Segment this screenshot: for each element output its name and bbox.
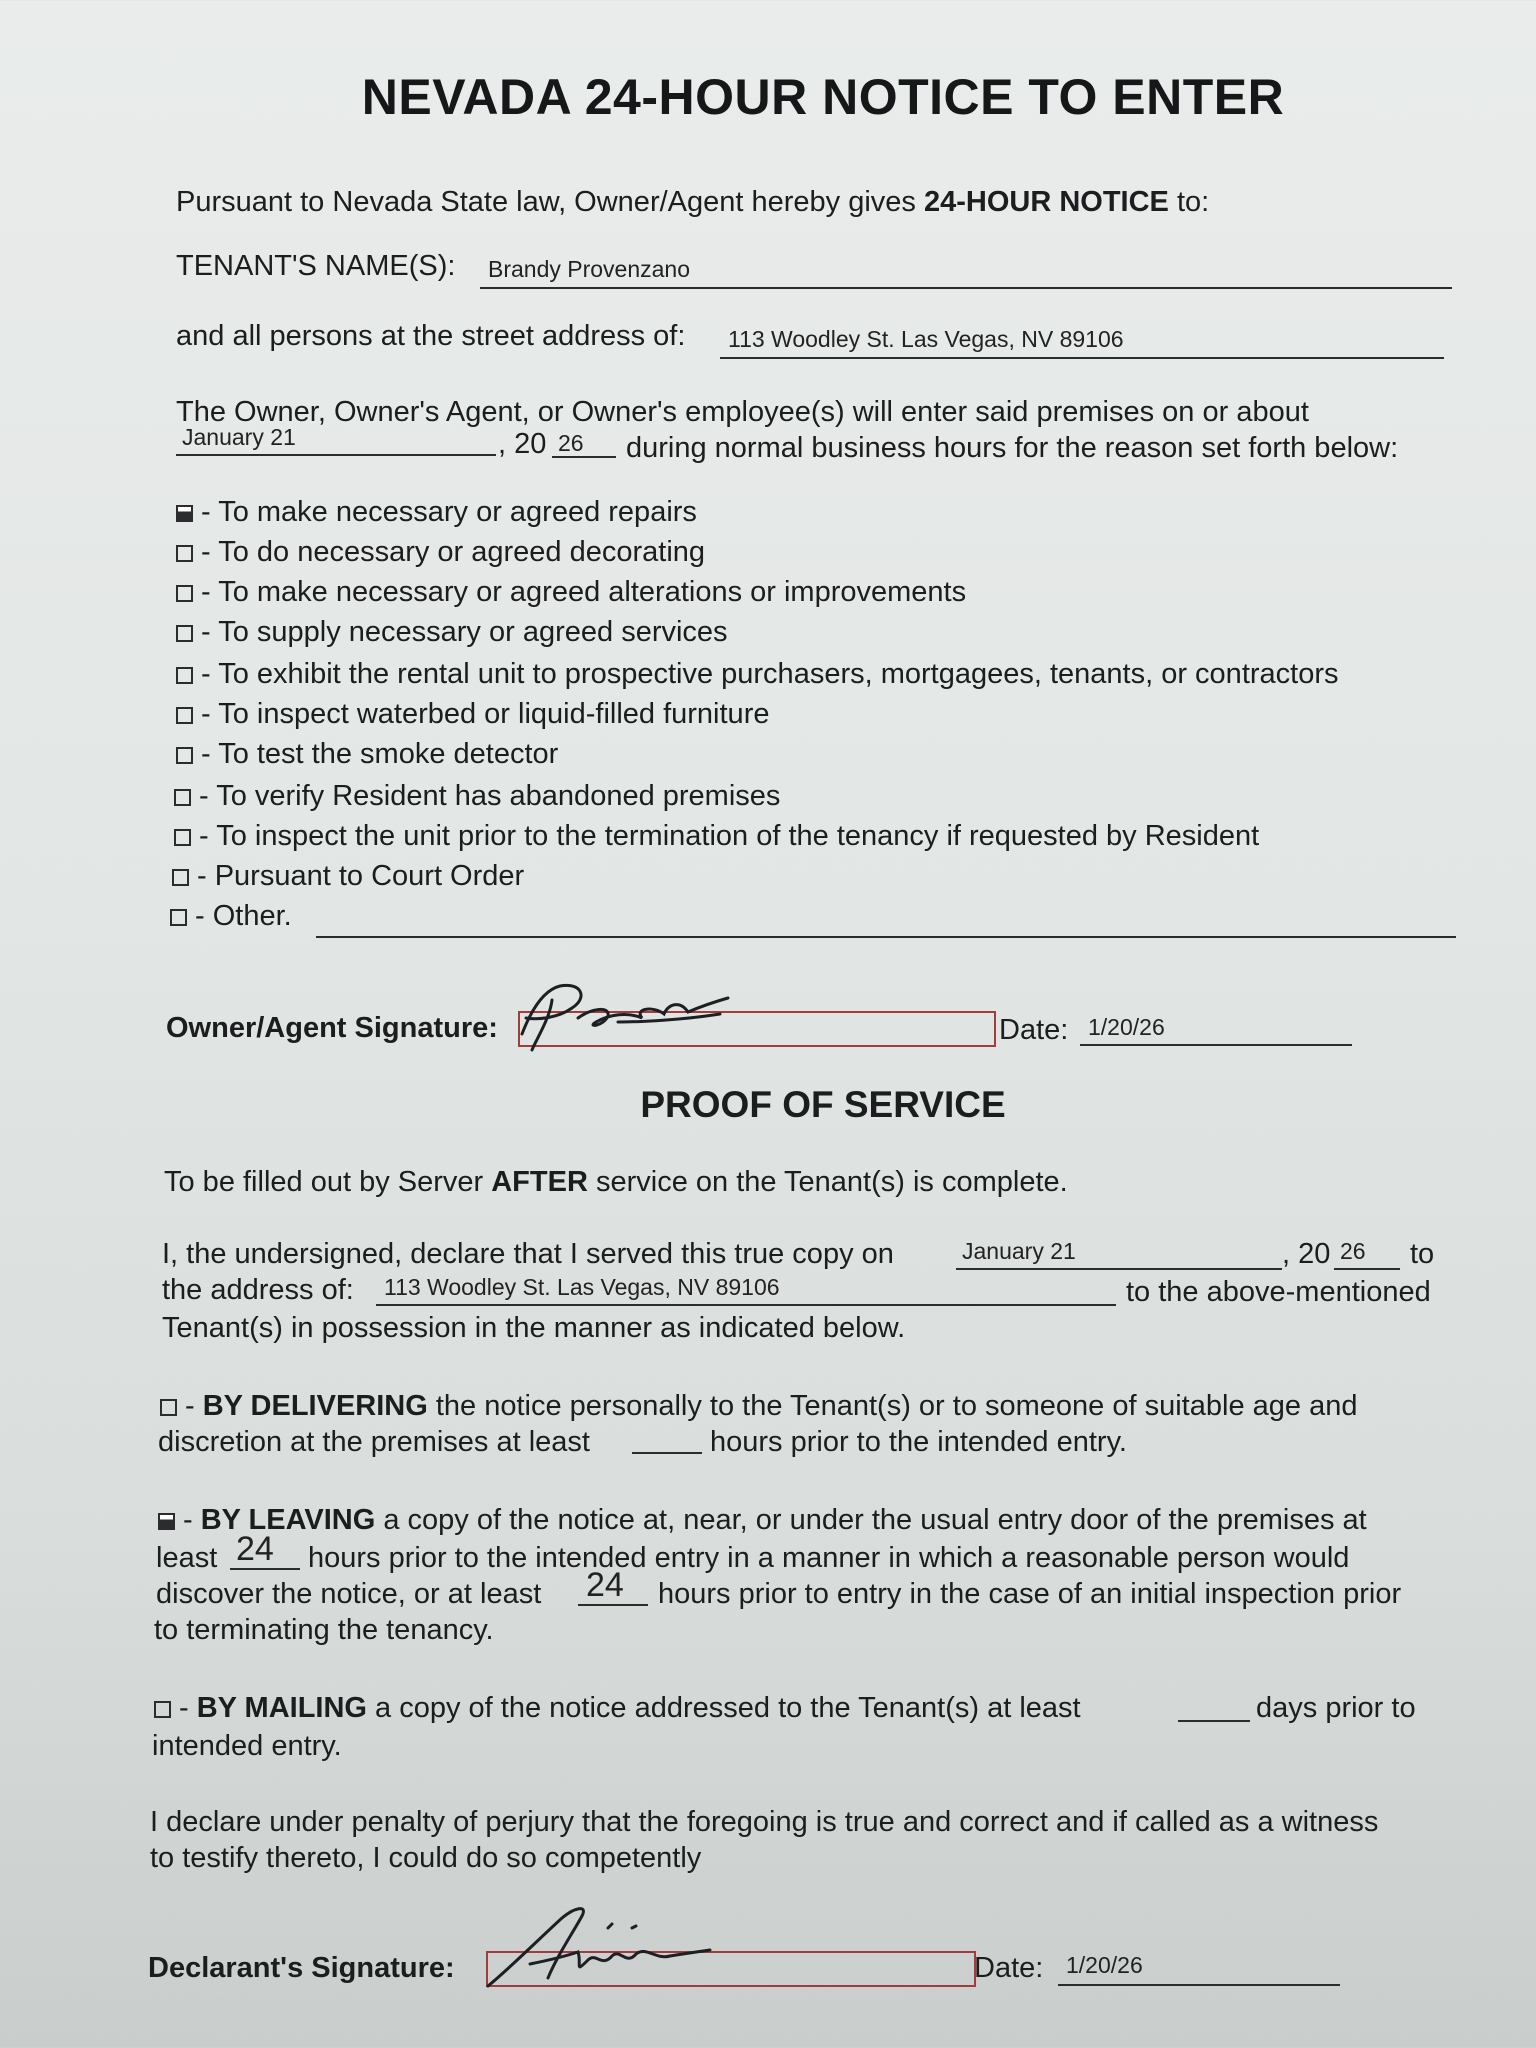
- decl-text: I, the undersigned, declare that I served this true copy on: [162, 1238, 894, 1270]
- reason-checkbox[interactable]: [176, 707, 193, 724]
- reason-checkbox[interactable]: [176, 505, 193, 522]
- intro-bold: 24-HOUR NOTICE: [923, 186, 1169, 218]
- mailing-line1-post: days prior to: [1256, 1692, 1416, 1724]
- reason-item: [176, 496, 697, 529]
- declarant-signature-label: Declarant's Signature:: [148, 1952, 455, 1984]
- leaving-bold: BY LEAVING: [200, 1504, 376, 1536]
- proof-instruction: [164, 1166, 1068, 1199]
- decl-date-line: [956, 1268, 1282, 1270]
- method-delivering: - BY DELIVERING the notice personally to the Tenant(s) or to someone of suitable age and: [160, 1390, 1357, 1423]
- decl-year-value[interactable]: 26: [1340, 1238, 1366, 1264]
- decl-addr-label: the address of:: [162, 1274, 354, 1306]
- reason-label: - To make necessary or agreed repairs: [201, 496, 697, 528]
- other-line: [316, 936, 1456, 938]
- intro-post: to:: [1168, 186, 1210, 218]
- tenant-name-value[interactable]: Brandy Provenzano: [488, 256, 691, 282]
- perjury-line1: I declare under penalty of perjury that the foregoing is true and correct and if called as a witness: [150, 1806, 1379, 1838]
- perjury-line2: to testify thereto, I could do so competently: [150, 1842, 702, 1874]
- reason-checkbox[interactable]: [174, 829, 191, 846]
- leaving-line1: a copy of the notice at, near, or under the usual entry door of the premises at: [375, 1504, 1367, 1536]
- declarant-signature-icon: [470, 1898, 740, 1998]
- address-line: [720, 357, 1444, 359]
- reason-checkbox[interactable]: [176, 667, 193, 684]
- intro-pre: Pursuant to Nevada State law, Owner/Agent hereby gives: [176, 186, 924, 218]
- tenant-label: TENANT'S NAME(S):: [176, 250, 456, 282]
- method-mailing: - BY MAILING a copy of the notice addressed to the Tenant(s) at least: [154, 1692, 1081, 1725]
- reason-label: - To verify Resident has abandoned premises: [199, 780, 781, 812]
- mailing-bold: BY MAILING: [196, 1692, 367, 1724]
- entry-date-value[interactable]: January 21: [182, 424, 296, 450]
- owner-signature-label: Owner/Agent Signature:: [166, 1012, 498, 1044]
- decl-possession: Tenant(s) in possession in the manner as indicated below.: [162, 1312, 906, 1344]
- decl-addr-post: to the above-mentioned: [1126, 1276, 1431, 1308]
- address-label: and all persons at the street address of:: [176, 320, 686, 352]
- leaving-line3-pre: discover the notice, or at least: [156, 1578, 542, 1610]
- delivering-line1: the notice personally to the Tenant(s) or to someone of suitable age and: [427, 1390, 1358, 1422]
- reason-item: [170, 900, 292, 933]
- reason-checkbox[interactable]: [172, 869, 189, 886]
- proof-instr-bold: AFTER: [491, 1166, 588, 1198]
- reason-item: [174, 780, 780, 813]
- entry-year-line: [552, 456, 616, 458]
- leaving-line2-post: hours prior to the intended entry in a manner in which a reasonable person would: [308, 1542, 1350, 1574]
- reason-item: [176, 698, 769, 731]
- proof-instr-post: service on the Tenant(s) is complete.: [587, 1166, 1068, 1198]
- delivering-hours-line[interactable]: [632, 1452, 702, 1454]
- entry-year-value[interactable]: 26: [558, 430, 584, 456]
- leaving-hours1-line: [230, 1568, 300, 1570]
- mailing-line1-pre: a copy of the notice addressed to the Tenant(s) at least: [366, 1692, 1081, 1724]
- proof-heading: PROOF OF SERVICE: [640, 1084, 1006, 1125]
- decl-year-line: [1334, 1268, 1400, 1270]
- reason-label: - To supply necessary or agreed services: [201, 616, 728, 648]
- reason-label: - Other.: [195, 900, 292, 932]
- leaving-checkbox[interactable]: [158, 1513, 175, 1530]
- leaving-line4: to terminating the tenancy.: [154, 1614, 494, 1646]
- reason-item: [176, 738, 558, 771]
- reason-checkbox[interactable]: [176, 747, 193, 764]
- mailing-checkbox[interactable]: [154, 1701, 171, 1718]
- decl-date-value[interactable]: January 21: [962, 1238, 1076, 1264]
- owner-date-value[interactable]: 1/20/26: [1088, 1014, 1165, 1040]
- address-value[interactable]: 113 Woodley St. Las Vegas, NV 89106: [728, 326, 1124, 352]
- intro-text: [176, 186, 1209, 219]
- tenant-name-line: [480, 287, 1452, 289]
- reason-label: - To test the smoke detector: [201, 738, 559, 770]
- delivering-line2-post: hours prior to the intended entry.: [710, 1426, 1127, 1458]
- entry-date-line: [176, 454, 496, 456]
- reason-label: - Pursuant to Court Order: [197, 860, 525, 892]
- reason-item: [172, 860, 524, 893]
- leaving-line2-pre: least: [156, 1542, 218, 1574]
- declarant-date-value[interactable]: 1/20/26: [1066, 1952, 1143, 1978]
- reason-checkbox[interactable]: [176, 625, 193, 642]
- owner-date-line: [1080, 1044, 1352, 1046]
- decl-addr-value[interactable]: 113 Woodley St. Las Vegas, NV 89106: [384, 1274, 780, 1300]
- entry-year-prefix: , 20: [498, 428, 547, 460]
- entry-line2: during normal business hours for the reason set forth below:: [626, 432, 1399, 464]
- leaving-hours1-value[interactable]: 24: [236, 1530, 274, 1568]
- decl-year-prefix: , 20: [1282, 1238, 1331, 1270]
- reason-item: [174, 820, 1259, 853]
- mailing-line2: intended entry.: [152, 1730, 342, 1762]
- reason-item: [176, 576, 966, 609]
- decl-to: to: [1410, 1238, 1435, 1270]
- reason-checkbox[interactable]: [176, 585, 193, 602]
- proof-instr-pre: To be filled out by Server: [164, 1166, 492, 1198]
- method-leaving: - BY LEAVING a copy of the notice at, near, or under the usual entry door of the premises at: [158, 1504, 1367, 1537]
- reason-checkbox[interactable]: [174, 789, 191, 806]
- reason-item: [176, 616, 728, 649]
- reason-label: - To exhibit the rental unit to prospective purchasers, mortgagees, tenants, or contractors: [201, 658, 1339, 690]
- reason-label: - To inspect waterbed or liquid-filled furniture: [201, 698, 770, 730]
- reason-item: [176, 536, 705, 569]
- delivering-line2-pre: discretion at the premises at least: [158, 1426, 590, 1458]
- leaving-hours2-value[interactable]: 24: [586, 1566, 624, 1604]
- reason-checkbox[interactable]: [170, 909, 187, 926]
- reason-checkbox[interactable]: [176, 545, 193, 562]
- reason-label: - To make necessary or agreed alterations or improvements: [201, 576, 967, 608]
- reason-label: - To inspect the unit prior to the termination of the tenancy if requested by Resident: [199, 820, 1260, 852]
- entry-line1: The Owner, Owner's Agent, or Owner's employee(s) will enter said premises on or about: [176, 396, 1309, 428]
- declarant-date-label: Date:: [974, 1952, 1044, 1984]
- page-title: NEVADA 24-HOUR NOTICE TO ENTER: [361, 69, 1285, 125]
- reason-label: - To do necessary or agreed decorating: [201, 536, 706, 568]
- owner-date-label: Date:: [999, 1014, 1069, 1046]
- delivering-checkbox[interactable]: [160, 1399, 177, 1416]
- leaving-hours2-line: [578, 1604, 648, 1606]
- delivering-bold: BY DELIVERING: [202, 1390, 428, 1422]
- decl-addr-line: [376, 1304, 1116, 1306]
- reason-item: [176, 658, 1339, 691]
- leaving-line3-post: hours prior to entry in the case of an initial inspection prior: [658, 1578, 1402, 1610]
- declarant-date-line: [1058, 1984, 1340, 1986]
- owner-signature-icon: [492, 978, 742, 1056]
- mailing-days-line[interactable]: [1178, 1720, 1250, 1722]
